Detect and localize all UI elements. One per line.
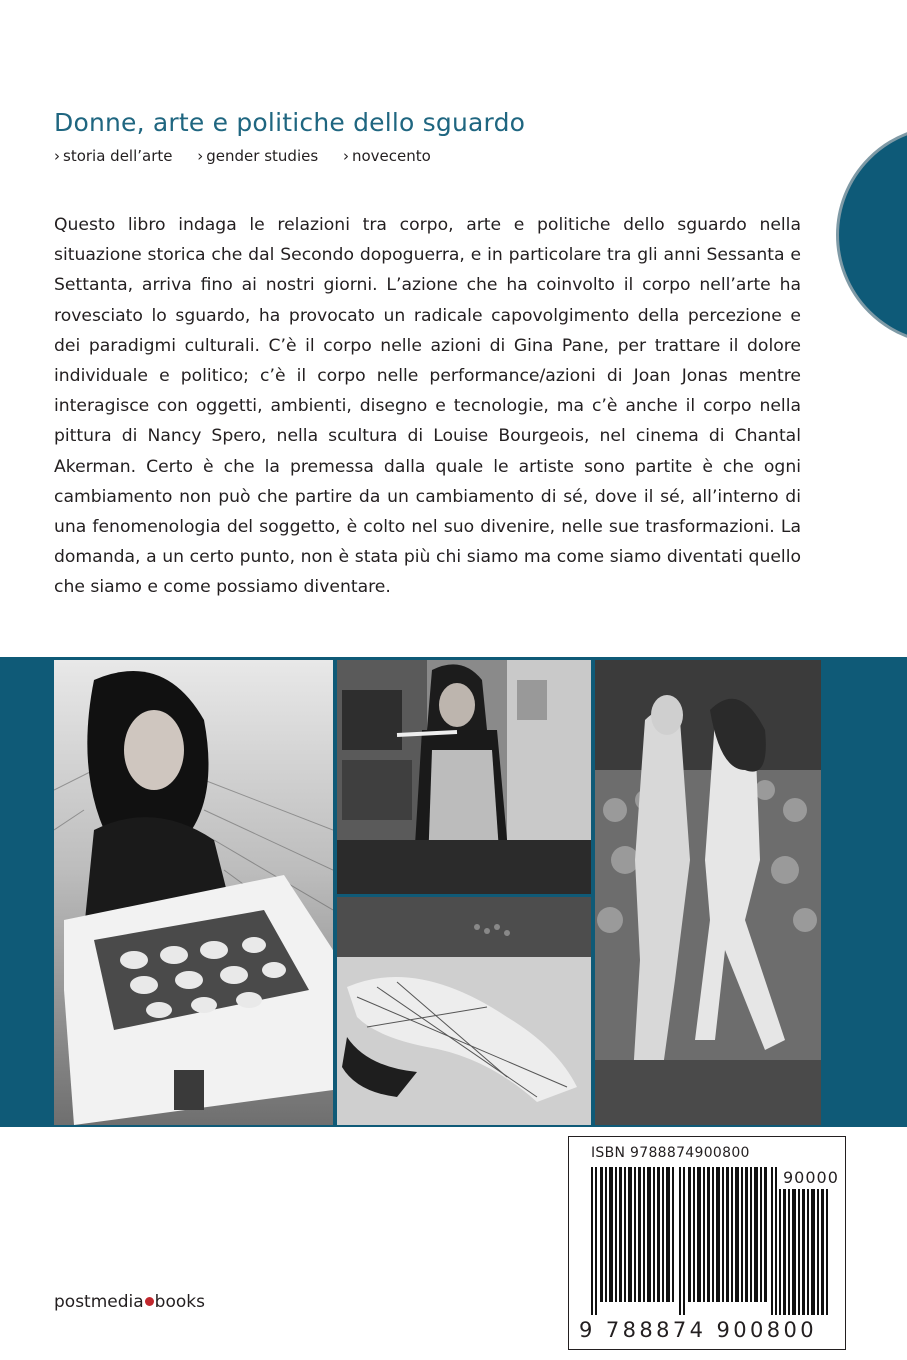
publisher-name-part1: postmedia xyxy=(54,1292,144,1312)
chevron-icon: › xyxy=(54,147,60,165)
chevron-icon: › xyxy=(197,147,204,165)
decorative-half-circle xyxy=(836,125,907,345)
book-title: Donne, arte e politiche dello sguardo xyxy=(54,108,526,137)
photo-dancers-crowd xyxy=(595,660,821,1125)
tag-gender-studies xyxy=(197,147,328,165)
publisher-dot-icon xyxy=(145,1297,154,1306)
isbn-label: ISBN 9788874900800 xyxy=(591,1145,750,1161)
photo-woman-with-box xyxy=(54,660,333,1125)
chevron-icon: › xyxy=(342,147,349,165)
ean-digits: 9 788874 900800 xyxy=(579,1318,818,1342)
addon-barcode xyxy=(777,1189,833,1315)
subject-tags xyxy=(54,147,451,165)
tag-storia-dell-arte xyxy=(54,147,183,165)
photo-figure-on-floor xyxy=(337,897,591,1125)
publisher-name-part2: books xyxy=(154,1292,205,1312)
tag-label: gender studies xyxy=(206,147,319,165)
photo-woman-with-knife xyxy=(337,660,591,894)
tag-label: storia dell’arte xyxy=(63,147,173,165)
ean-barcode xyxy=(591,1167,777,1315)
publisher-logo xyxy=(54,1292,205,1312)
book-description: Questo libro indaga le relazioni tra corpo, arte e politiche dello sguardo nella situazione storica che dal Secondo dopoguerra, e in particolare tra gli anni Sessanta e Settanta, arriva fino ai nostri giorni. L’azione che ha coinvolto il corpo nell’arte ha rovesciato lo sguardo, ha provocato un radicale capovolgimento della percezione e dei paradigmi culturali. C’è il corpo nelle azioni di Gina Pane, per trattare il dolore individuale e politico; c’è il corpo nelle performance/azioni di Joan Jonas mentre interagisce con oggetti, ambienti, disegno e tecnologie, ma c’è anche il corpo nella pittura di Nancy Spero, nella scultura di Louise Bourgeois, nel cinema di Chantal Akerman. Certo è che la premessa dalla quale le artiste sono partite è che ogni cambiamento non può che partire da un cambiamento di sé, dove il sé, all’interno di una fenomenologia del soggetto, è colto nel suo divenire, nelle sue trasformazioni. La domanda, a un certo punto, non è stata più chi siamo ma come siamo diventati quello che siamo e come possiamo diventare. xyxy=(54,215,801,598)
tag-novecento xyxy=(343,147,441,165)
addon-digits: 90000 xyxy=(783,1168,839,1187)
tag-label: novecento xyxy=(351,147,431,165)
barcode-box xyxy=(568,1136,846,1350)
